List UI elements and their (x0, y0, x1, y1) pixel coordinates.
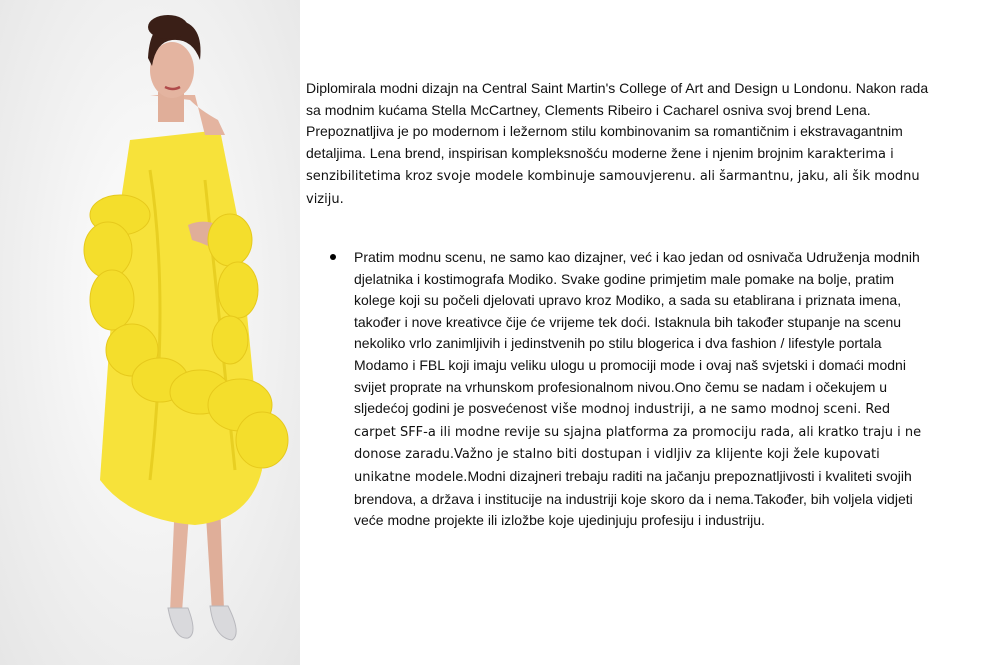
designer-bio (306, 78, 946, 210)
interview-quote (328, 247, 928, 532)
quote-part-1: Pratim modnu scenu, ne samo kao dizajner, već i kao jedan od osnivača Udruženja modnih djelatnika i kostimografa Modiko. Svake godine primjetim male pomake na bolje, pratim kolege koji su počeli djelovati upravo kroz Modiko, a sada su etablirana i priznata imena, također i nove kreativce čije će vrijeme tek doći. Istaknula bih također stupanje na scenu nekoliko vrlo zanimljivih i jedinstvenih po stilu blogerica i dva fashion / lifestyle portala Modamo i FBL koji imaju veliku ulogu u promociji mode i ovaj naš svjetski i domaći modni svijet proprate na vrhunskom profesionalnom nivou.Ono čemu se nadam i očekujem u sljedećoj godini je posvećenost (354, 249, 920, 417)
quote-part-2: više modnoj industriji, a ne samo modnoj sceni. Red carpet SFF-a ili modne revije su sjajna platforma za promociju rada, ali kratko traju i ne donose zaradu.Važno je stalno biti dostupan i vidljiv za klijente koji žele kupovati unikatne modele. (354, 402, 922, 485)
bio-part-2: modnim kućama Stella McCartney, Clements Ribeiro i Cacharel osniva svoj brend Lena. Prepoznatljiva je po modernom i ležernom stilu kombinovanim sa romantičnim i ekstravagantnim detaljima. Lena brend, inspirisan kompleksnošću moderne žene i njenim brojnim (306, 101, 903, 161)
interview-quote-list (328, 247, 928, 532)
designer-photo (0, 0, 300, 665)
bio-part-3: karakterima i senzibilitetima kroz svoje modele kombinuje samouvjerenu. ali šarmantnu, jaku, ali šik modnu viziju. (306, 146, 920, 207)
designer-figure (0, 0, 300, 665)
hair-updo (148, 15, 188, 39)
left-shoe (168, 608, 193, 638)
quote-part-3: Modni dizajneri trebaju raditi na jačanju prepoznatljivosti i kvaliteti svojih brendova, a država i institucije na industriji koje skoro da i nema.Također, bih voljela vidjeti veće modne projekte ili izložbe koje ujedinjuju profesiju i industriju. (354, 467, 913, 529)
bullet-icon (330, 254, 336, 260)
bio-part-1: Diplomirala modni dizajn na Central Saint Martin's College of Art and Design u Londonu. Nakon rada sa (306, 80, 929, 118)
right-shoe (210, 606, 236, 640)
